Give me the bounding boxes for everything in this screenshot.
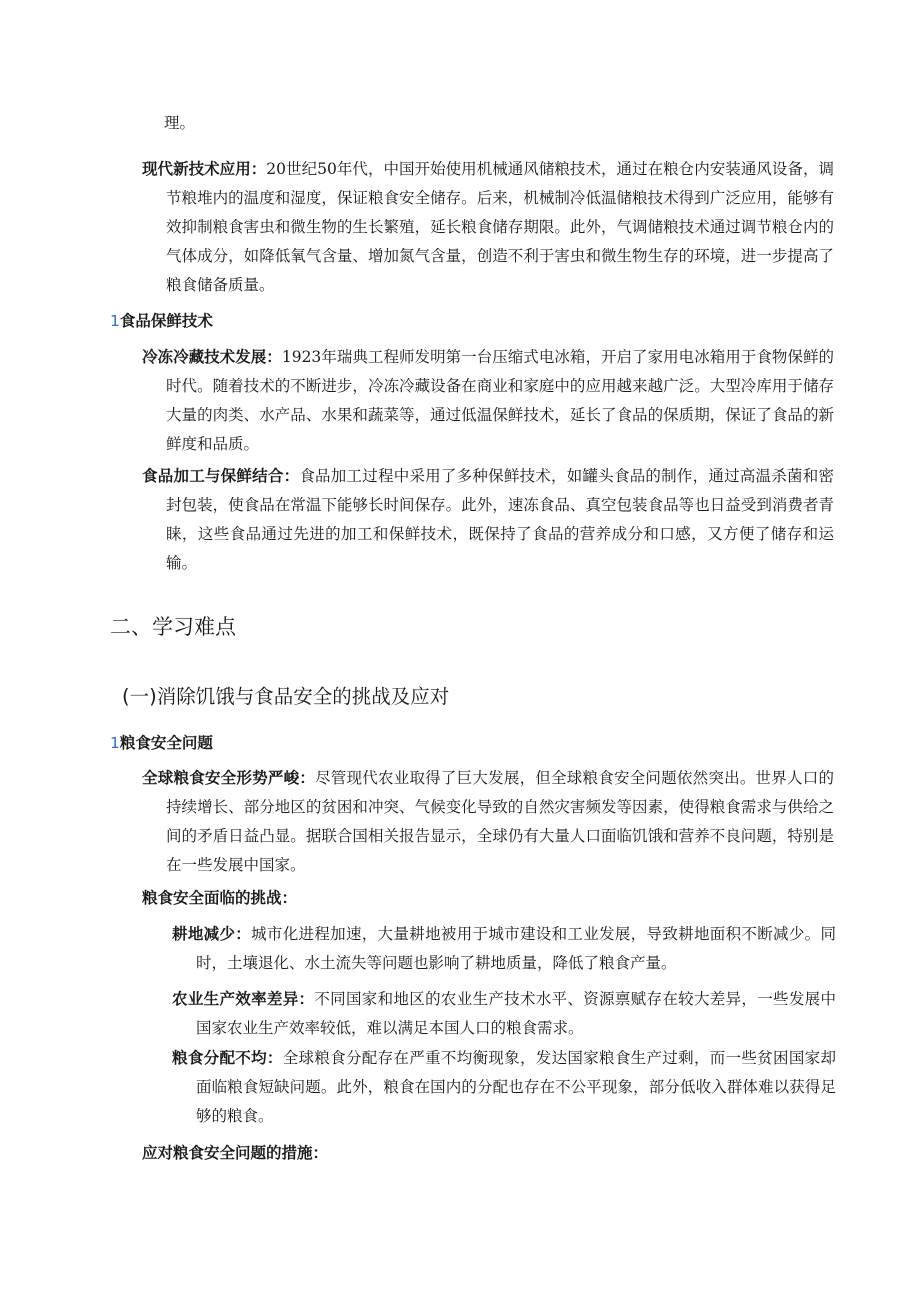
processing-label: 食品加工与保鲜结合： bbox=[142, 467, 300, 485]
heading-number: 1 bbox=[110, 734, 120, 752]
section-heading-2: 二、学习难点 bbox=[110, 615, 236, 639]
freezing-label: 冷冻冷藏技术发展： bbox=[142, 348, 282, 366]
modern-tech-paragraph bbox=[142, 155, 834, 300]
challenge-paragraph-3 bbox=[172, 1044, 836, 1131]
challenge-label: 粮食分配不均： bbox=[172, 1049, 283, 1067]
heading-number: 1 bbox=[110, 312, 120, 330]
food-preservation-heading bbox=[110, 309, 213, 333]
modern-tech-text: 20世纪50年代，中国开始使用机械通风储粮技术，通过在粮仓内安装通风设备，调节粮堆内的温度和湿度，保证粮食安全储存。后来，机械制冷低温储粮技术得到广泛应用，能够有效抑制粮食害虫和微生物的生长繁殖，延长粮食储存期限。此外，气调储粮技术通过调节粮仓内的气体成分，如降低氧气含量、增加氮气含量，创造不利于害虫和微生物生存的环境，进一步提高了粮食储备质量。 bbox=[166, 160, 834, 294]
challenge-paragraph-1 bbox=[172, 920, 836, 978]
processing-text: 食品加工过程中采用了多种保鲜技术，如罐头食品的制作，通过高温杀菌和密封包装，使食品在常温下能够长时间保存。此外，速冻食品、真空包装食品等也日益受到消费者青睐，这些食品通过先进的加工和保鲜技术，既保持了食品的营养成分和口感，又方便了储存和运输。 bbox=[166, 467, 834, 572]
challenge-label: 农业生产效率差异： bbox=[172, 990, 315, 1008]
freezing-text: 1923年瑞典工程师发明第一台压缩式电冰箱，开启了家用电冰箱用于食物保鲜的时代。随着技术的不断进步，冷冻冷藏设备在商业和家庭中的应用越来越广泛。大型冷库用于储存大量的肉类、水产品、水果和蔬菜等，通过低温保鲜技术，延长了食品的保质期，保证了食品的新鲜度和品质。 bbox=[166, 348, 834, 453]
global-security-text: 尽管现代农业取得了巨大发展，但全球粮食安全问题依然突出。世界人口的持续增长、部分地区的贫困和冲突、气候变化导致的自然灾害频发等因素，使得粮食需求与供给之间的矛盾日益凸显。据联合国相关报告显示，全球仍有大量人口面临饥饿和营养不良问题，特别是在一些发展中国家。 bbox=[166, 769, 834, 874]
challenge-text: 不同国家和地区的农业生产技术水平、资源禀赋存在较大差异，一些发展中国家农业生产效率较低，难以满足本国人口的粮食需求。 bbox=[196, 990, 836, 1037]
grain-security-heading bbox=[110, 731, 213, 755]
challenge-text: 城市化进程加速，大量耕地被用于城市建设和工业发展，导致耕地面积不断减少。同时，土壤退化、水土流失等问题也影响了耕地质量，降低了粮食产量。 bbox=[196, 925, 836, 972]
modern-tech-label: 现代新技术应用： bbox=[142, 160, 267, 178]
freezing-paragraph bbox=[142, 343, 834, 459]
challenges-heading: 粮食安全面临的挑战： bbox=[142, 889, 298, 907]
challenge-text: 全球粮食分配存在严重不均衡现象，发达国家粮食生产过剩，而一些贫困国家却面临粮食短缺问题。此外，粮食在国内的分配也存在不公平现象，部分低收入群体难以获得足够的粮食。 bbox=[196, 1049, 836, 1125]
processing-paragraph bbox=[142, 462, 834, 578]
global-security-label: 全球粮食安全形势严峻： bbox=[142, 769, 316, 787]
heading-title: 食品保鲜技术 bbox=[119, 312, 213, 330]
challenge-label: 耕地减少： bbox=[172, 925, 252, 943]
continued-fragment: 理。 bbox=[164, 114, 196, 132]
measures-heading: 应对粮食安全问题的措施： bbox=[142, 1144, 329, 1162]
subsection-heading: (一)消除饥饿与食品安全的挑战及应对 bbox=[122, 685, 450, 708]
global-security-paragraph bbox=[142, 764, 834, 880]
challenge-paragraph-2 bbox=[172, 985, 836, 1043]
heading-title: 粮食安全问题 bbox=[119, 734, 213, 752]
